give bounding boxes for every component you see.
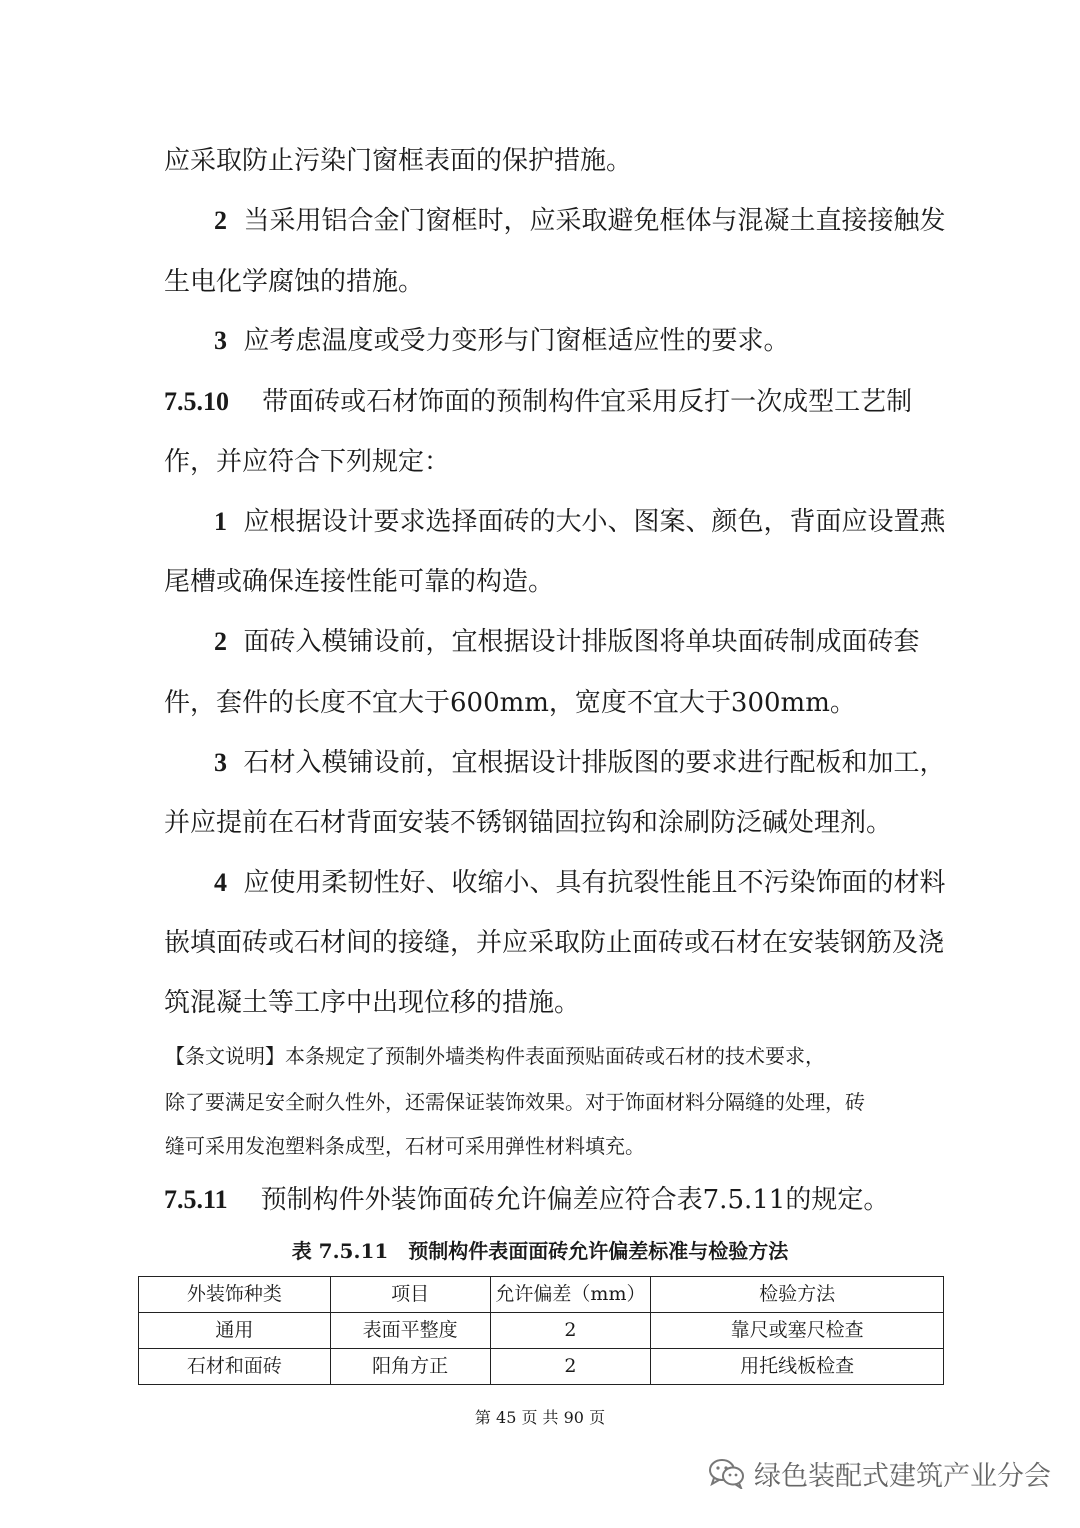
body-line-3: 生电化学腐蚀的措施。 xyxy=(164,267,425,297)
body-line-15: 筑混凝土等工序中出现位移的措施。 xyxy=(164,988,581,1018)
table-cell: 通用 xyxy=(139,1313,331,1349)
item-number: 3 xyxy=(214,748,227,777)
body-line-1: 应采取防止污染门窗框表面的保护措施。 xyxy=(164,146,633,176)
table-cell: 阳角方正 xyxy=(330,1349,490,1385)
rule-2: 2 面砖入模铺设前，宜根据设计排版图将单块面砖制成面砖套 xyxy=(214,627,920,657)
wechat-icon xyxy=(708,1457,746,1489)
table-cell: 2 xyxy=(490,1313,651,1349)
table-row xyxy=(139,1313,944,1349)
section-7-5-10: 7.5.10 带面砖或石材饰面的预制构件宜采用反打一次成型工艺制 xyxy=(164,387,913,417)
item-3-door-frame: 3 应考虑温度或受力变形与门窗框适应性的要求。 xyxy=(214,326,790,356)
item-number: 3 xyxy=(214,326,227,355)
item-number: 4 xyxy=(214,868,227,897)
table-cell: 2 xyxy=(490,1349,651,1385)
body-line-10: 件，套件的长度不宜大于600mm，宽度不宜大于300mm。 xyxy=(164,688,856,718)
watermark-text: 绿色装配式建筑产业分会 xyxy=(754,1460,1051,1492)
explanation-line-1: 【条文说明】本条规定了预制外墙类构件表面预贴面砖或石材的技术要求， xyxy=(165,1044,825,1068)
deviation-table xyxy=(138,1276,944,1385)
section-number: 7.5.10 xyxy=(164,387,229,416)
item-2-door-frame: 2 当采用铝合金门窗框时，应采取避免框体与混凝土直接接触发 xyxy=(214,206,946,236)
table-row xyxy=(139,1349,944,1385)
rule-1: 1 应根据设计要求选择面砖的大小、图案、颜色，背面应设置燕 xyxy=(214,507,946,537)
body-line-14: 嵌填面砖或石材间的接缝，并应采取防止面砖或石材在安装钢筋及浇 xyxy=(164,928,945,958)
page-footer: 第 45 页 共 90 页 xyxy=(474,1408,606,1427)
body-line-12: 并应提前在石材背面安装不锈钢锚固拉钩和涂刷防泛碱处理剂。 xyxy=(164,808,893,838)
table-cell: 石材和面砖 xyxy=(139,1349,331,1385)
item-number: 2 xyxy=(214,627,227,656)
section-7-5-11: 7.5.11 预制构件外装饰面砖允许偏差应符合表7.5.11的规定。 xyxy=(164,1185,890,1215)
rule-4: 4 应使用柔韧性好、收缩小、具有抗裂性能且不污染饰面的材料 xyxy=(214,868,946,898)
table-caption: 表 7.5.11 预制构件表面面砖允许偏差标准与检验方法 xyxy=(291,1239,789,1263)
table-cell: 用托线板检查 xyxy=(651,1349,944,1385)
table-header-cell: 外装饰种类 xyxy=(139,1277,331,1313)
table-header-cell: 允许偏差（mm） xyxy=(490,1277,651,1313)
table-cell: 表面平整度 xyxy=(330,1313,490,1349)
explanation-line-3: 缝可采用发泡塑料条成型，石材可采用弹性材料填充。 xyxy=(165,1134,645,1158)
table-header-row xyxy=(139,1277,944,1313)
item-number: 1 xyxy=(214,507,227,536)
table-header-cell: 检验方法 xyxy=(651,1277,944,1313)
table-header-cell: 项目 xyxy=(330,1277,490,1313)
table-cell: 靠尺或塞尺检查 xyxy=(651,1313,944,1349)
explanation-line-2: 除了要满足安全耐久性外，还需保证装饰效果。对于饰面材料分隔缝的处理，砖 xyxy=(165,1090,865,1114)
body-line-6: 作，并应符合下列规定： xyxy=(164,447,451,477)
item-number: 2 xyxy=(214,206,227,235)
rule-3: 3 石材入模铺设前，宜根据设计排版图的要求进行配板和加工， xyxy=(214,748,946,778)
watermark xyxy=(708,1453,1051,1493)
section-number: 7.5.11 xyxy=(164,1185,228,1214)
body-line-8: 尾槽或确保连接性能可靠的构造。 xyxy=(164,567,555,597)
